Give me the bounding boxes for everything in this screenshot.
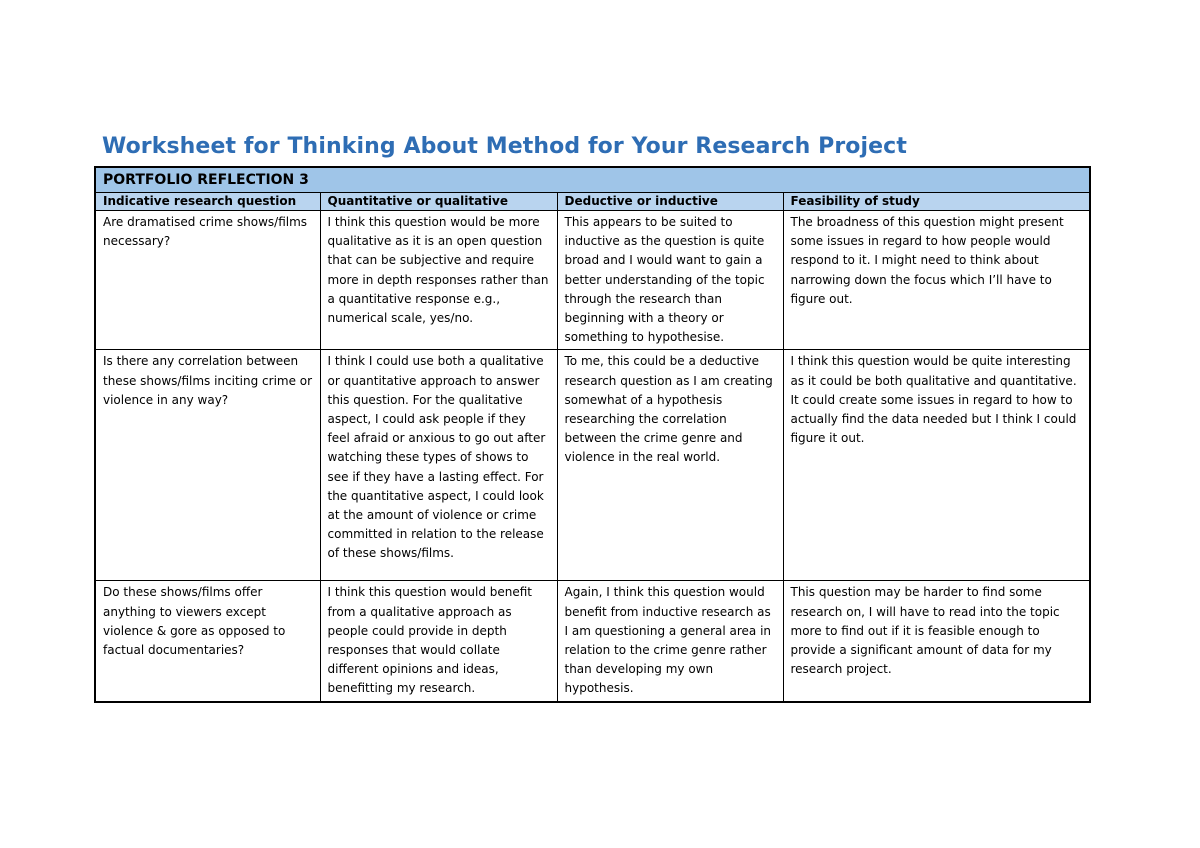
column-header-deductive-inductive: Deductive or inductive [557,193,783,211]
table-cell-quant-qual: I think this question would benefit from a qualitative approach as people could provide in depth responses that would collate different opinions and ideas, benefitting my research. [320,581,557,702]
table-cell-feasibility: I think this question would be quite interesting as it could be both qualitative and quantitative. It could create some issues in regard to how to actually find the data needed but I think I could figure it out. [783,350,1090,581]
table-cell-quant-qual: I think this question would be more qualitative as it is an open question that can be subjective and require more in depth responses rather than a quantitative response e.g., numerical scale, yes/no. [320,211,557,350]
table-cell-question: Is there any correlation between these shows/films inciting crime or violence in any way? [95,350,320,581]
table-cell-feasibility: This question may be harder to find some research on, I will have to read into the topic more to find out if it is feasible enough to provide a significant amount of data for my research project. [783,581,1090,702]
table-cell-question: Are dramatised crime shows/films necessary? [95,211,320,350]
table-cell-quant-qual: I think I could use both a qualitative or quantitative approach to answer this question. For the qualitative aspect, I could ask people if they feel afraid or anxious to go out after watching these types of shows to see if they have a lasting effect. For the quantitative aspect, I could look at the amount of violence or crime committed in relation to the release of these shows/films. [320,350,557,581]
table-row [95,211,1090,350]
table-row [95,581,1090,702]
column-header-feasibility: Feasibility of study [783,193,1090,211]
document-title: Worksheet for Thinking About Method for Your Research Project [102,134,907,159]
portfolio-banner: PORTFOLIO REFLECTION 3 [95,167,1090,193]
table-banner-row [95,167,1090,193]
column-header-quant-qual: Quantitative or qualitative [320,193,557,211]
table-cell-deductive-inductive: Again, I think this question would benefit from inductive research as I am questioning a general area in relation to the crime genre rather than developing my own hypothesis. [557,581,783,702]
table-cell-deductive-inductive: To me, this could be a deductive research question as I am creating somewhat of a hypothesis researching the correlation between the crime genre and violence in the real world. [557,350,783,581]
column-header-question: Indicative research question [95,193,320,211]
table-cell-deductive-inductive: This appears to be suited to inductive as the question is quite broad and I would want to gain a better understanding of the topic through the research than beginning with a theory or something to hypothesise. [557,211,783,350]
reflection-table [94,166,1091,703]
table-header-row [95,193,1090,211]
table-row [95,350,1090,581]
table-cell-question: Do these shows/films offer anything to viewers except violence & gore as opposed to factual documentaries? [95,581,320,702]
table-cell-feasibility: The broadness of this question might present some issues in regard to how people would respond to it. I might need to think about narrowing down the focus which I’ll have to figure out. [783,211,1090,350]
